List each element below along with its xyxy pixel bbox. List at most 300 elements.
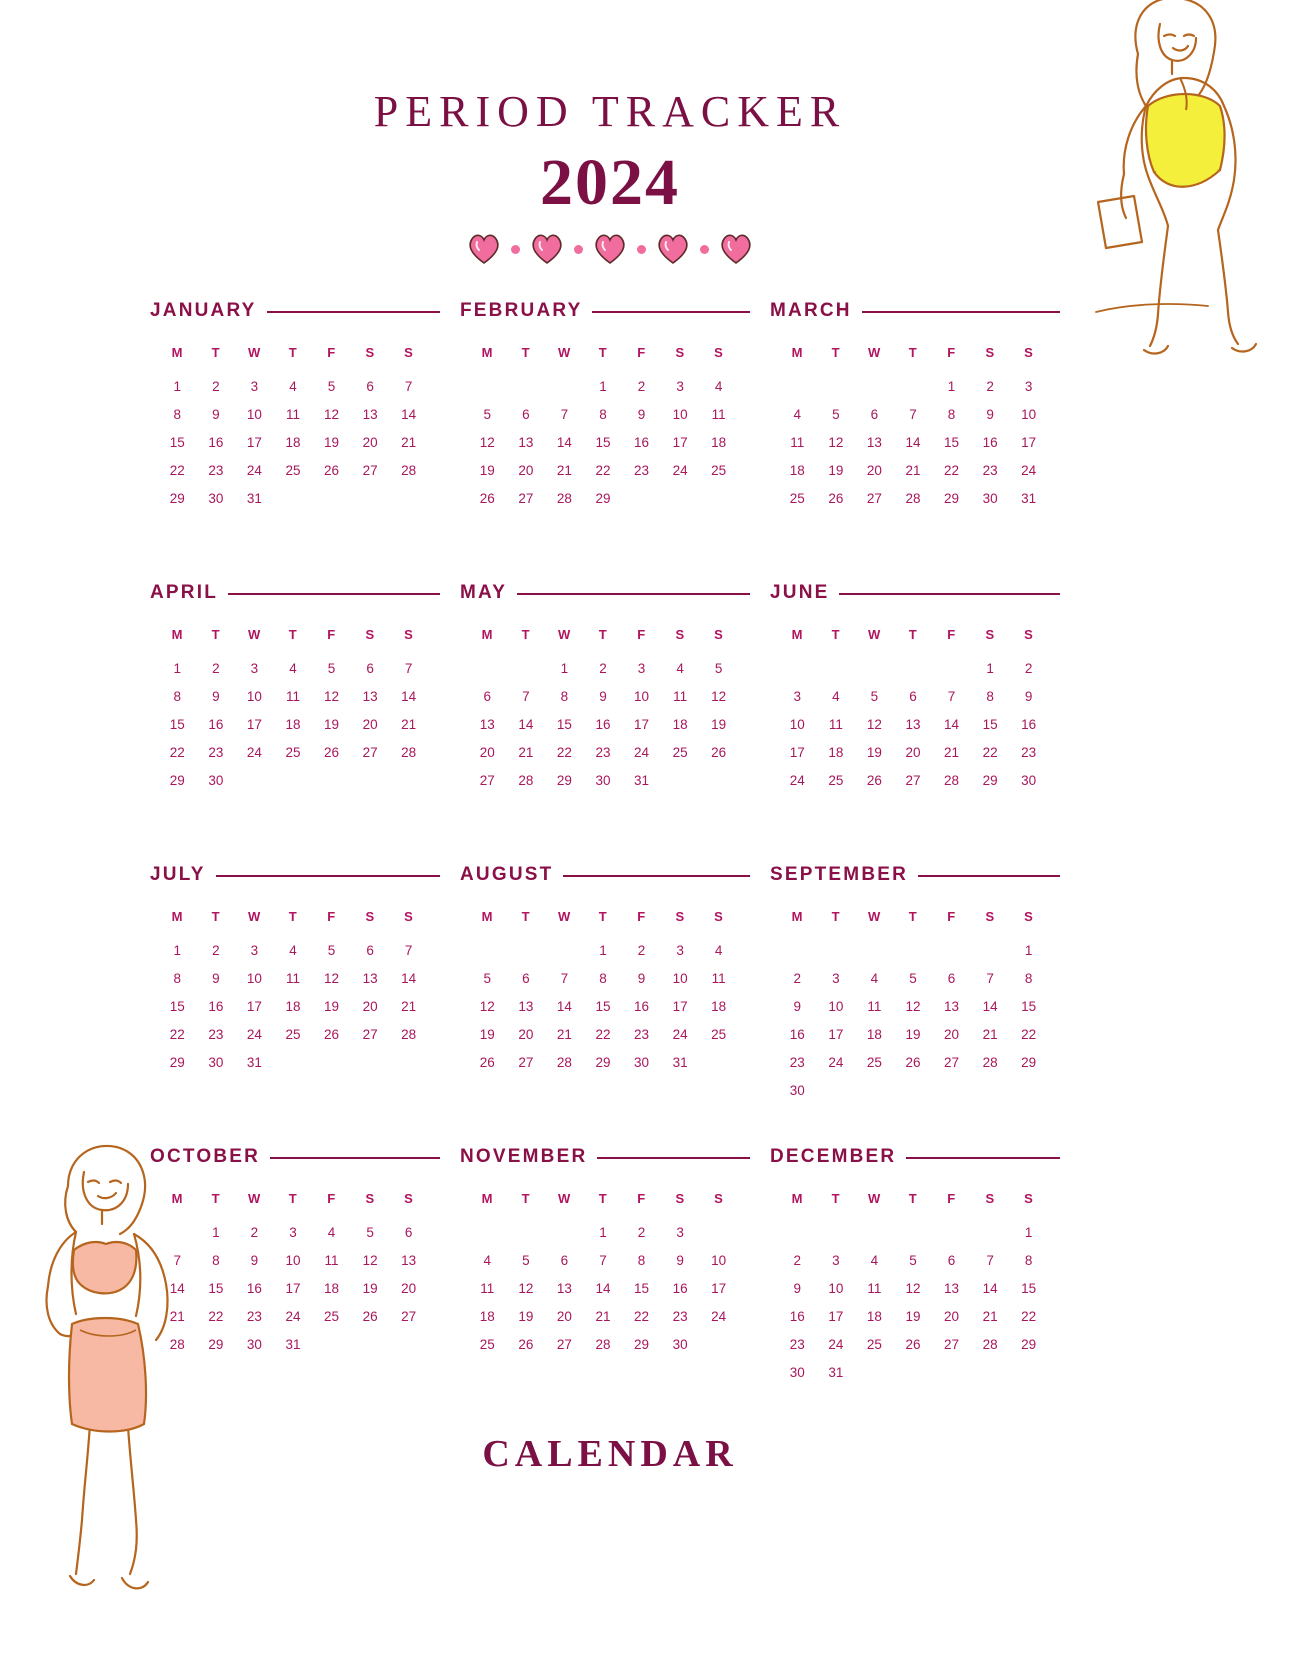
calendar-day-cell[interactable]: 2	[599, 660, 607, 676]
calendar-day-cell[interactable]: 11	[285, 688, 300, 704]
calendar-day-cell[interactable]: 10	[246, 688, 262, 704]
calendar-day-cell[interactable]: 21	[401, 716, 417, 732]
calendar-day-cell[interactable]: 23	[208, 744, 224, 760]
calendar-day-cell[interactable]: 28	[169, 1336, 185, 1352]
calendar-day-cell[interactable]: 14	[982, 1280, 998, 1296]
calendar-day-cell[interactable]: 19	[905, 1308, 921, 1324]
calendar-day-cell[interactable]: 11	[673, 688, 688, 704]
calendar-day-cell[interactable]: 16	[208, 998, 224, 1014]
calendar-day-cell[interactable]: 21	[905, 462, 921, 478]
calendar-day-cell[interactable]: 29	[169, 772, 185, 788]
calendar-day-cell[interactable]: 22	[595, 462, 611, 478]
calendar-day-cell[interactable]: 23	[208, 462, 224, 478]
calendar-day-cell[interactable]: 25	[828, 772, 844, 788]
calendar-day-cell[interactable]: 18	[866, 1026, 882, 1042]
calendar-day-cell[interactable]: 9	[793, 1280, 802, 1296]
calendar-day-cell[interactable]: 15	[556, 716, 572, 732]
calendar-day-cell[interactable]: 22	[944, 462, 960, 478]
calendar-day-cell[interactable]: 22	[1021, 1308, 1037, 1324]
calendar-day-cell[interactable]: 5	[909, 1252, 917, 1268]
calendar-day-cell[interactable]: 15	[634, 1280, 650, 1296]
calendar-day-cell[interactable]: 2	[793, 970, 802, 986]
calendar-day-cell[interactable]: 14	[401, 688, 417, 704]
calendar-day-cell[interactable]: 24	[285, 1308, 301, 1324]
calendar-day-cell[interactable]: 6	[522, 970, 530, 986]
calendar-day-cell[interactable]: 7	[404, 378, 413, 394]
calendar-day-cell[interactable]: 15	[982, 716, 998, 732]
calendar-day-cell[interactable]: 2	[1024, 660, 1033, 676]
calendar-day-cell[interactable]: 8	[599, 406, 607, 422]
calendar-day-cell[interactable]: 15	[944, 434, 960, 450]
calendar-day-cell[interactable]: 23	[789, 1336, 805, 1352]
calendar-day-cell[interactable]: 16	[789, 1308, 805, 1324]
calendar-day-cell[interactable]: 10	[246, 970, 262, 986]
calendar-day-cell[interactable]: 24	[246, 744, 262, 760]
calendar-day-cell[interactable]: 28	[556, 1054, 572, 1070]
calendar-day-cell[interactable]: 9	[793, 998, 802, 1014]
calendar-day-cell[interactable]: 26	[324, 744, 340, 760]
calendar-day-cell[interactable]: 3	[676, 378, 684, 394]
calendar-day-cell[interactable]: 8	[173, 406, 182, 422]
calendar-day-cell[interactable]: 8	[599, 970, 607, 986]
calendar-day-cell[interactable]: 20	[944, 1308, 960, 1324]
calendar-day-cell[interactable]: 5	[327, 942, 336, 958]
calendar-day-cell[interactable]: 20	[362, 716, 378, 732]
calendar-day-cell[interactable]: 11	[324, 1252, 339, 1268]
calendar-day-cell[interactable]: 9	[212, 970, 220, 986]
calendar-day-cell[interactable]: 23	[672, 1308, 688, 1324]
calendar-day-cell[interactable]: 4	[676, 660, 684, 676]
calendar-day-cell[interactable]: 14	[169, 1280, 185, 1296]
calendar-day-cell[interactable]: 1	[560, 660, 569, 676]
calendar-day-cell[interactable]: 20	[518, 462, 534, 478]
calendar-day-cell[interactable]: 5	[327, 378, 336, 394]
calendar-day-cell[interactable]: 8	[1024, 1252, 1033, 1268]
calendar-day-cell[interactable]: 23	[595, 744, 611, 760]
calendar-day-cell[interactable]: 14	[518, 716, 534, 732]
calendar-day-cell[interactable]: 3	[676, 942, 684, 958]
calendar-day-cell[interactable]: 29	[169, 1054, 185, 1070]
calendar-day-cell[interactable]: 25	[285, 1026, 301, 1042]
calendar-day-cell[interactable]: 25	[285, 462, 301, 478]
calendar-day-cell[interactable]: 27	[362, 744, 378, 760]
calendar-day-cell[interactable]: 11	[867, 1280, 882, 1296]
calendar-day-cell[interactable]: 29	[556, 772, 572, 788]
calendar-day-cell[interactable]: 10	[1021, 406, 1037, 422]
calendar-day-cell[interactable]: 6	[366, 942, 374, 958]
calendar-day-cell[interactable]: 25	[324, 1308, 340, 1324]
calendar-day-cell[interactable]: 7	[986, 970, 994, 986]
calendar-day-cell[interactable]: 28	[905, 490, 921, 506]
calendar-day-cell[interactable]: 5	[522, 1252, 530, 1268]
calendar-day-cell[interactable]: 21	[556, 462, 572, 478]
calendar-day-cell[interactable]: 27	[362, 462, 378, 478]
calendar-day-cell[interactable]: 5	[483, 970, 492, 986]
calendar-day-cell[interactable]: 20	[905, 744, 921, 760]
calendar-day-cell[interactable]: 6	[560, 1252, 569, 1268]
calendar-day-cell[interactable]: 18	[828, 744, 844, 760]
calendar-day-cell[interactable]: 9	[637, 406, 646, 422]
calendar-day-cell[interactable]: 8	[173, 970, 182, 986]
calendar-day-cell[interactable]: 15	[169, 998, 185, 1014]
calendar-day-cell[interactable]: 11	[711, 406, 726, 422]
calendar-day-cell[interactable]: 16	[208, 434, 224, 450]
calendar-day-cell[interactable]: 30	[208, 490, 224, 506]
calendar-day-cell[interactable]: 2	[212, 942, 220, 958]
calendar-day-cell[interactable]: 23	[246, 1308, 262, 1324]
calendar-day-cell[interactable]: 30	[634, 1054, 650, 1070]
calendar-day-cell[interactable]: 3	[637, 660, 646, 676]
calendar-day-cell[interactable]: 31	[1021, 490, 1037, 506]
calendar-day-cell[interactable]: 3	[832, 970, 840, 986]
calendar-day-cell[interactable]: 22	[982, 744, 998, 760]
calendar-day-cell[interactable]: 21	[169, 1308, 185, 1324]
calendar-day-cell[interactable]: 21	[401, 998, 417, 1014]
calendar-day-cell[interactable]: 24	[246, 1026, 262, 1042]
calendar-day-cell[interactable]: 11	[480, 1280, 495, 1296]
calendar-day-cell[interactable]: 1	[173, 660, 182, 676]
calendar-day-cell[interactable]: 20	[866, 462, 882, 478]
calendar-day-cell[interactable]: 23	[208, 1026, 224, 1042]
calendar-day-cell[interactable]: 18	[711, 434, 727, 450]
calendar-day-cell[interactable]: 27	[362, 1026, 378, 1042]
calendar-day-cell[interactable]: 1	[599, 942, 607, 958]
calendar-day-cell[interactable]: 19	[324, 716, 340, 732]
calendar-day-cell[interactable]: 26	[828, 490, 844, 506]
calendar-day-cell[interactable]: 18	[789, 462, 805, 478]
calendar-day-cell[interactable]: 21	[518, 744, 534, 760]
calendar-day-cell[interactable]: 27	[866, 490, 882, 506]
calendar-day-cell[interactable]: 22	[169, 1026, 185, 1042]
calendar-day-cell[interactable]: 14	[556, 998, 572, 1014]
calendar-day-cell[interactable]: 5	[909, 970, 917, 986]
calendar-day-cell[interactable]: 11	[828, 716, 843, 732]
calendar-day-cell[interactable]: 12	[479, 998, 495, 1014]
calendar-day-cell[interactable]: 2	[250, 1224, 259, 1240]
calendar-day-cell[interactable]: 26	[324, 1026, 340, 1042]
calendar-day-cell[interactable]: 6	[366, 378, 374, 394]
calendar-day-cell[interactable]: 28	[401, 1026, 417, 1042]
calendar-day-cell[interactable]: 17	[672, 434, 688, 450]
calendar-day-cell[interactable]: 16	[672, 1280, 688, 1296]
calendar-day-cell[interactable]: 8	[637, 1252, 646, 1268]
calendar-day-cell[interactable]: 2	[793, 1252, 802, 1268]
calendar-day-cell[interactable]: 9	[1024, 688, 1033, 704]
calendar-day-cell[interactable]: 12	[905, 998, 921, 1014]
calendar-day-cell[interactable]: 30	[208, 772, 224, 788]
calendar-day-cell[interactable]: 4	[714, 942, 723, 958]
calendar-day-cell[interactable]: 6	[870, 406, 879, 422]
calendar-day-cell[interactable]: 17	[1021, 434, 1037, 450]
calendar-day-cell[interactable]: 13	[362, 970, 378, 986]
calendar-day-cell[interactable]: 18	[285, 998, 301, 1014]
calendar-day-cell[interactable]: 24	[828, 1336, 844, 1352]
calendar-day-cell[interactable]: 27	[518, 490, 534, 506]
calendar-day-cell[interactable]: 13	[556, 1280, 572, 1296]
calendar-day-cell[interactable]: 14	[401, 406, 417, 422]
calendar-day-cell[interactable]: 2	[637, 378, 646, 394]
calendar-day-cell[interactable]: 10	[634, 688, 650, 704]
calendar-day-cell[interactable]: 24	[672, 1026, 688, 1042]
calendar-day-cell[interactable]: 20	[362, 998, 378, 1014]
calendar-day-cell[interactable]: 26	[711, 744, 727, 760]
calendar-day-cell[interactable]: 30	[789, 1082, 805, 1098]
calendar-day-cell[interactable]: 19	[479, 1026, 495, 1042]
calendar-day-cell[interactable]: 6	[522, 406, 530, 422]
calendar-day-cell[interactable]: 3	[250, 942, 259, 958]
calendar-day-cell[interactable]: 6	[483, 688, 492, 704]
calendar-day-cell[interactable]: 27	[944, 1336, 960, 1352]
calendar-day-cell[interactable]: 25	[789, 490, 805, 506]
calendar-day-cell[interactable]: 17	[828, 1026, 844, 1042]
calendar-day-cell[interactable]: 7	[173, 1252, 182, 1268]
calendar-day-cell[interactable]: 13	[362, 406, 378, 422]
calendar-day-cell[interactable]: 10	[789, 716, 805, 732]
calendar-day-cell[interactable]: 2	[986, 378, 994, 394]
calendar-day-cell[interactable]: 28	[944, 772, 960, 788]
calendar-day-cell[interactable]: 20	[944, 1026, 960, 1042]
calendar-day-cell[interactable]: 29	[982, 772, 998, 788]
calendar-day-cell[interactable]: 16	[246, 1280, 262, 1296]
calendar-day-cell[interactable]: 24	[672, 462, 688, 478]
calendar-day-cell[interactable]: 14	[556, 434, 572, 450]
calendar-day-cell[interactable]: 12	[828, 434, 844, 450]
calendar-day-cell[interactable]: 27	[944, 1054, 960, 1070]
calendar-day-cell[interactable]: 29	[634, 1336, 650, 1352]
calendar-day-cell[interactable]: 21	[982, 1026, 998, 1042]
calendar-day-cell[interactable]: 25	[479, 1336, 495, 1352]
calendar-day-cell[interactable]: 13	[518, 434, 534, 450]
calendar-day-cell[interactable]: 12	[866, 716, 882, 732]
calendar-day-cell[interactable]: 29	[595, 1054, 611, 1070]
calendar-day-cell[interactable]: 4	[289, 942, 297, 958]
calendar-day-cell[interactable]: 4	[483, 1252, 492, 1268]
calendar-day-cell[interactable]: 19	[866, 744, 882, 760]
calendar-day-cell[interactable]: 5	[832, 406, 840, 422]
calendar-day-cell[interactable]: 23	[789, 1054, 805, 1070]
calendar-day-cell[interactable]: 16	[1021, 716, 1037, 732]
calendar-day-cell[interactable]: 18	[479, 1308, 495, 1324]
calendar-day-cell[interactable]: 13	[866, 434, 882, 450]
calendar-day-cell[interactable]: 1	[173, 378, 182, 394]
calendar-day-cell[interactable]: 14	[401, 970, 417, 986]
calendar-day-cell[interactable]: 21	[595, 1308, 611, 1324]
calendar-day-cell[interactable]: 13	[362, 688, 378, 704]
calendar-day-cell[interactable]: 19	[324, 434, 340, 450]
calendar-day-cell[interactable]: 28	[982, 1054, 998, 1070]
calendar-day-cell[interactable]: 3	[832, 1252, 840, 1268]
calendar-day-cell[interactable]: 17	[828, 1308, 844, 1324]
calendar-day-cell[interactable]: 30	[595, 772, 611, 788]
calendar-day-cell[interactable]: 29	[1021, 1336, 1037, 1352]
calendar-day-cell[interactable]: 1	[599, 378, 607, 394]
calendar-day-cell[interactable]: 3	[289, 1224, 297, 1240]
calendar-day-cell[interactable]: 30	[672, 1336, 688, 1352]
calendar-day-cell[interactable]: 7	[947, 688, 956, 704]
calendar-day-cell[interactable]: 25	[285, 744, 301, 760]
calendar-day-cell[interactable]: 17	[246, 434, 262, 450]
calendar-day-cell[interactable]: 8	[1024, 970, 1033, 986]
calendar-day-cell[interactable]: 26	[905, 1054, 921, 1070]
calendar-day-cell[interactable]: 15	[169, 716, 185, 732]
calendar-day-cell[interactable]: 3	[676, 1224, 684, 1240]
calendar-day-cell[interactable]: 7	[522, 688, 530, 704]
calendar-day-cell[interactable]: 10	[828, 1280, 844, 1296]
calendar-day-cell[interactable]: 22	[634, 1308, 650, 1324]
calendar-day-cell[interactable]: 30	[982, 490, 998, 506]
calendar-day-cell[interactable]: 12	[362, 1252, 378, 1268]
calendar-day-cell[interactable]: 7	[404, 942, 413, 958]
calendar-day-cell[interactable]: 3	[250, 660, 259, 676]
calendar-day-cell[interactable]: 8	[173, 688, 182, 704]
calendar-day-cell[interactable]: 8	[560, 688, 569, 704]
calendar-day-cell[interactable]: 27	[556, 1336, 572, 1352]
calendar-day-cell[interactable]: 14	[595, 1280, 611, 1296]
calendar-day-cell[interactable]: 7	[909, 406, 917, 422]
calendar-day-cell[interactable]: 1	[1024, 1224, 1033, 1240]
calendar-day-cell[interactable]: 24	[789, 772, 805, 788]
calendar-day-cell[interactable]: 18	[711, 998, 727, 1014]
calendar-day-cell[interactable]: 12	[905, 1280, 921, 1296]
calendar-day-cell[interactable]: 25	[711, 462, 727, 478]
calendar-day-cell[interactable]: 17	[789, 744, 805, 760]
calendar-day-cell[interactable]: 8	[986, 688, 994, 704]
calendar-day-cell[interactable]: 9	[212, 688, 220, 704]
calendar-day-cell[interactable]: 11	[867, 998, 882, 1014]
calendar-day-cell[interactable]: 20	[362, 434, 378, 450]
calendar-day-cell[interactable]: 6	[366, 660, 374, 676]
calendar-day-cell[interactable]: 5	[870, 688, 879, 704]
calendar-day-cell[interactable]: 6	[947, 1252, 956, 1268]
calendar-day-cell[interactable]: 30	[789, 1364, 805, 1380]
calendar-day-cell[interactable]: 4	[832, 688, 840, 704]
calendar-day-cell[interactable]: 4	[327, 1224, 336, 1240]
calendar-day-cell[interactable]: 16	[595, 716, 611, 732]
calendar-day-cell[interactable]: 7	[560, 970, 569, 986]
calendar-day-cell[interactable]: 27	[479, 772, 495, 788]
calendar-day-cell[interactable]: 20	[518, 1026, 534, 1042]
calendar-day-cell[interactable]: 18	[866, 1308, 882, 1324]
calendar-day-cell[interactable]: 11	[285, 970, 300, 986]
calendar-day-cell[interactable]: 26	[905, 1336, 921, 1352]
calendar-day-cell[interactable]: 28	[982, 1336, 998, 1352]
calendar-day-cell[interactable]: 9	[212, 406, 220, 422]
calendar-day-cell[interactable]: 11	[790, 434, 805, 450]
calendar-day-cell[interactable]: 22	[208, 1308, 224, 1324]
calendar-day-cell[interactable]: 12	[324, 406, 340, 422]
calendar-day-cell[interactable]: 19	[711, 716, 727, 732]
calendar-day-cell[interactable]: 18	[285, 434, 301, 450]
calendar-day-cell[interactable]: 10	[672, 406, 688, 422]
calendar-day-cell[interactable]: 17	[246, 716, 262, 732]
calendar-day-cell[interactable]: 23	[1021, 744, 1037, 760]
calendar-day-cell[interactable]: 2	[637, 1224, 646, 1240]
calendar-day-cell[interactable]: 23	[634, 462, 650, 478]
calendar-day-cell[interactable]: 21	[944, 744, 960, 760]
calendar-day-cell[interactable]: 28	[401, 744, 417, 760]
calendar-day-cell[interactable]: 11	[711, 970, 726, 986]
calendar-day-cell[interactable]: 12	[324, 970, 340, 986]
calendar-day-cell[interactable]: 7	[404, 660, 413, 676]
calendar-day-cell[interactable]: 3	[250, 378, 259, 394]
calendar-day-cell[interactable]: 27	[518, 1054, 534, 1070]
calendar-day-cell[interactable]: 21	[556, 1026, 572, 1042]
calendar-day-cell[interactable]: 10	[285, 1252, 301, 1268]
calendar-day-cell[interactable]: 31	[246, 1054, 262, 1070]
calendar-day-cell[interactable]: 24	[1021, 462, 1037, 478]
calendar-day-cell[interactable]: 3	[793, 688, 802, 704]
calendar-day-cell[interactable]: 26	[324, 462, 340, 478]
calendar-day-cell[interactable]: 19	[905, 1026, 921, 1042]
calendar-day-cell[interactable]: 13	[401, 1252, 417, 1268]
calendar-day-cell[interactable]: 29	[169, 490, 185, 506]
calendar-day-cell[interactable]: 25	[866, 1054, 882, 1070]
calendar-day-cell[interactable]: 29	[595, 490, 611, 506]
calendar-day-cell[interactable]: 4	[793, 406, 802, 422]
calendar-day-cell[interactable]: 1	[986, 660, 994, 676]
calendar-day-cell[interactable]: 4	[870, 970, 879, 986]
calendar-day-cell[interactable]: 31	[246, 490, 262, 506]
calendar-day-cell[interactable]: 15	[595, 434, 611, 450]
calendar-day-cell[interactable]: 12	[518, 1280, 534, 1296]
calendar-day-cell[interactable]: 9	[986, 406, 994, 422]
calendar-day-cell[interactable]: 28	[518, 772, 534, 788]
calendar-day-cell[interactable]: 5	[366, 1224, 374, 1240]
calendar-day-cell[interactable]: 1	[173, 942, 182, 958]
calendar-day-cell[interactable]: 17	[285, 1280, 301, 1296]
calendar-day-cell[interactable]: 2	[212, 378, 220, 394]
calendar-day-cell[interactable]: 15	[1021, 1280, 1037, 1296]
calendar-day-cell[interactable]: 24	[711, 1308, 727, 1324]
calendar-day-cell[interactable]: 14	[905, 434, 921, 450]
calendar-day-cell[interactable]: 20	[556, 1308, 572, 1324]
calendar-day-cell[interactable]: 4	[870, 1252, 879, 1268]
calendar-day-cell[interactable]: 5	[714, 660, 723, 676]
calendar-day-cell[interactable]: 26	[518, 1336, 534, 1352]
calendar-day-cell[interactable]: 10	[711, 1252, 727, 1268]
calendar-day-cell[interactable]: 20	[401, 1280, 417, 1296]
calendar-day-cell[interactable]: 2	[637, 942, 646, 958]
calendar-day-cell[interactable]: 28	[595, 1336, 611, 1352]
calendar-day-cell[interactable]: 22	[169, 462, 185, 478]
calendar-day-cell[interactable]: 29	[208, 1336, 224, 1352]
calendar-day-cell[interactable]: 13	[479, 716, 495, 732]
calendar-day-cell[interactable]: 13	[944, 998, 960, 1014]
calendar-day-cell[interactable]: 9	[637, 970, 646, 986]
calendar-day-cell[interactable]: 15	[1021, 998, 1037, 1014]
calendar-day-cell[interactable]: 22	[556, 744, 572, 760]
calendar-day-cell[interactable]: 19	[362, 1280, 378, 1296]
calendar-day-cell[interactable]: 26	[362, 1308, 378, 1324]
calendar-day-cell[interactable]: 11	[285, 406, 300, 422]
calendar-day-cell[interactable]: 26	[479, 1054, 495, 1070]
calendar-day-cell[interactable]: 8	[212, 1252, 220, 1268]
calendar-day-cell[interactable]: 19	[324, 998, 340, 1014]
calendar-day-cell[interactable]: 19	[828, 462, 844, 478]
calendar-day-cell[interactable]: 16	[789, 1026, 805, 1042]
calendar-day-cell[interactable]: 2	[212, 660, 220, 676]
calendar-day-cell[interactable]: 9	[250, 1252, 259, 1268]
calendar-day-cell[interactable]: 20	[479, 744, 495, 760]
calendar-day-cell[interactable]: 12	[324, 688, 340, 704]
calendar-day-cell[interactable]: 17	[246, 998, 262, 1014]
calendar-day-cell[interactable]: 13	[518, 998, 534, 1014]
calendar-day-cell[interactable]: 1	[212, 1224, 220, 1240]
calendar-day-cell[interactable]: 13	[905, 716, 921, 732]
calendar-day-cell[interactable]: 26	[866, 772, 882, 788]
calendar-day-cell[interactable]: 3	[1024, 378, 1033, 394]
calendar-day-cell[interactable]: 31	[672, 1054, 688, 1070]
